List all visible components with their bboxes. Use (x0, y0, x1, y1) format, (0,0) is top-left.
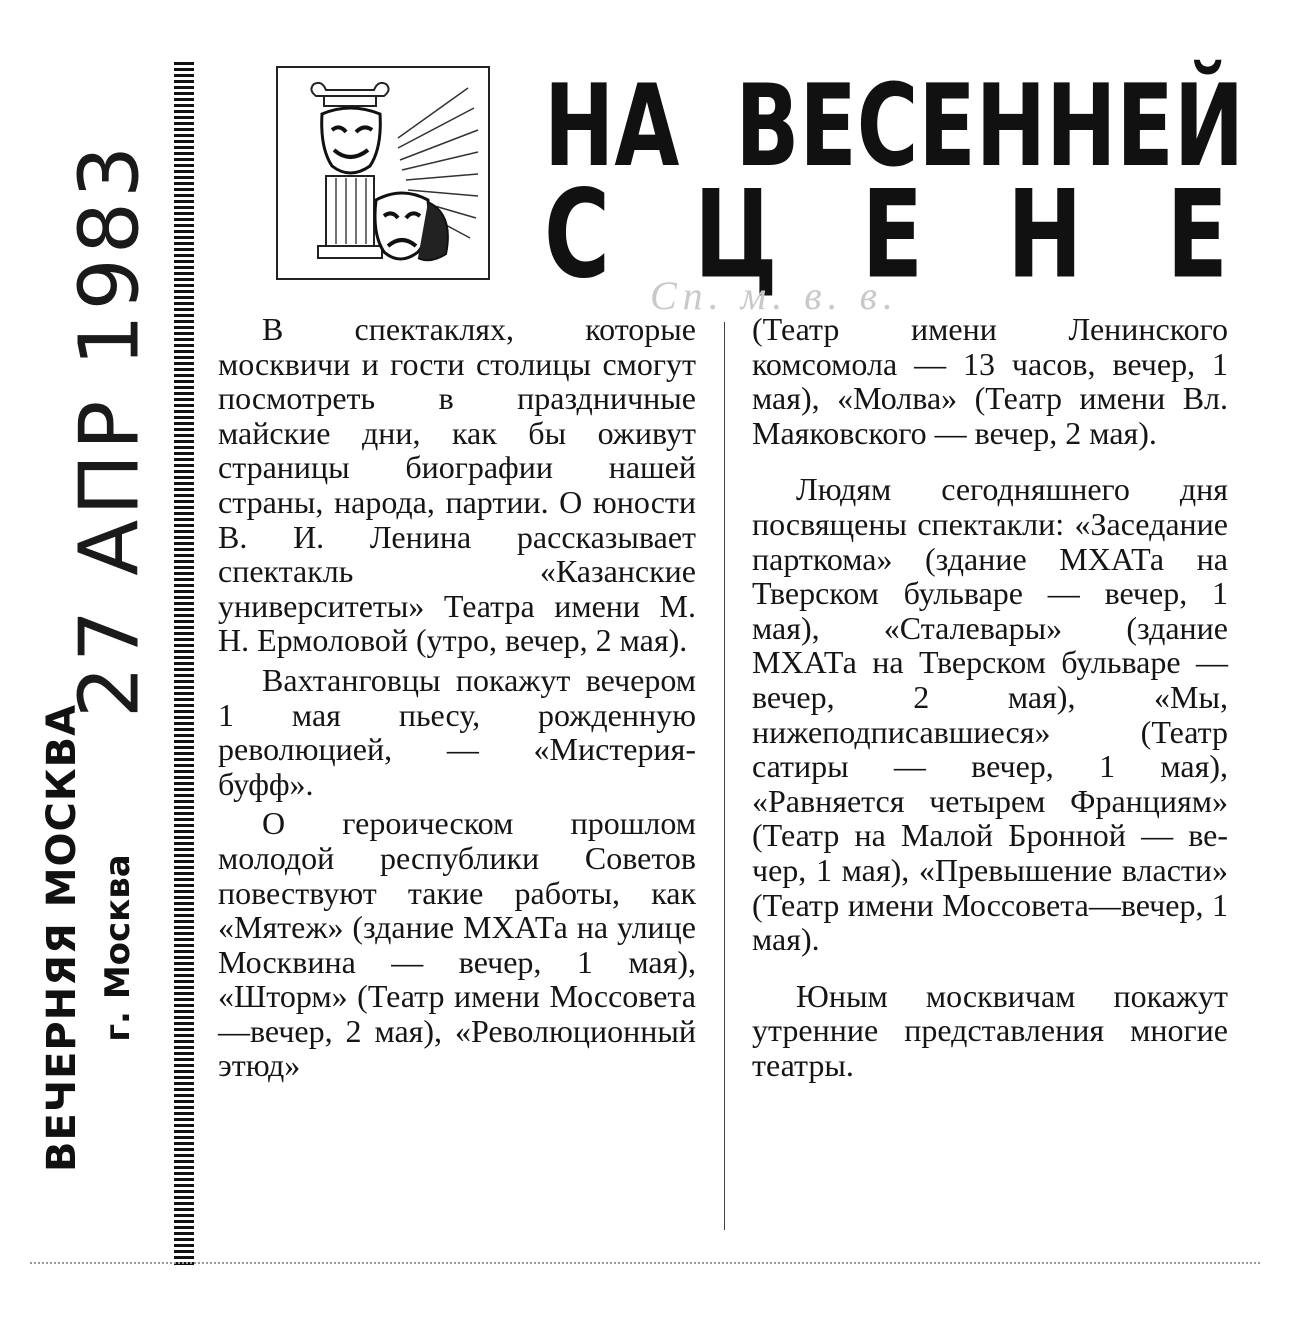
article-paragraph: (Театр имени Ленинского комсомола — 13 часов, вечер, 1 мая), «Молва» (Театр имени Вл. Маяковского — вечер, 2 мая). (752, 311, 1228, 451)
article-paragraph: В спектаклях, которые москвичи и гости столицы смогут посмотреть в праздничные майские дни, как бы оживут страницы биографии нашей страны, народа, партии. О юности В. И. Ленина рассказывает спектакль «Казанские университеты» Театра имени М. Н. Ермоловой (утро, вечер, 2 мая). (218, 311, 696, 659)
theatre-masks-icon (278, 68, 488, 278)
theatre-masks-illustration (276, 66, 490, 280)
handwritten-pencil-note: Сп. м. в. в. (650, 273, 899, 318)
headline-letter: С (856, 59, 919, 193)
stamp-city: г. Москва (98, 854, 138, 1042)
article-column-left (218, 312, 696, 1088)
perforated-strip (174, 62, 194, 1266)
headline-letter: Е (799, 59, 857, 193)
clipping-bottom-edge (30, 1262, 1260, 1265)
headline-letter: Ц (694, 164, 778, 307)
article-paragraph: О героическом прошлом молодой республики Советов повествуют такие работы, как «Мятеж» (здание МХАТа на улице Москвина — вечер, 1 мая), «Шторм» (Театр имени Моссовета—вечер, 2 мая), «Революционный этюд» (218, 805, 696, 1084)
headline-letter: Н (1007, 164, 1083, 307)
headline-letter: Н (1046, 59, 1117, 193)
headline-line-1 (544, 59, 1245, 193)
clipping-stamp (0, 0, 160, 1328)
headline-letter: Н (544, 59, 615, 193)
column-divider (724, 322, 725, 1230)
article-paragraph: Юным москвичам покажут утренние представления многие театры. (752, 977, 1228, 1083)
headline-letter: Й (1173, 59, 1245, 193)
headline-letter: Е (1116, 59, 1174, 193)
headline-letter: А (614, 59, 680, 193)
headline-letter: Н (975, 59, 1047, 193)
stamp-newspaper-name: ВЕЧЕРНЯЯ МОСКВА (39, 703, 85, 1173)
article-column-right (752, 312, 1228, 1087)
article-paragraph: Людям сегодняшнего дня посвящены спектакли: «Заседание парткома» (здание МХАТа на Тверском бульваре — вечер, 1 мая), «Сталевары» (здание МХАТа на Тверском бульваре — вечер, 2 мая), «Мы, нижеподписавшиеся» (Театр сатиры — вечер, 1 мая), «Равняется четырем Франциям» (Театр на Малой Бронной — вечер, 1 мая), «Превышение власти» (Театр имени Моссовета—вечер, 1 мая). (752, 471, 1228, 958)
headline-letter: Е (861, 164, 924, 307)
headline-letter: Е (1166, 164, 1228, 307)
article-paragraph: Вахтанговцы покажут вечером 1 мая пьесу, рожденную революцией, — «Мистерия-буфф». (218, 661, 696, 802)
headline-letter: С (544, 164, 611, 307)
headline-letter: В (735, 59, 800, 193)
stamp-date: 27 АПР 1983 (62, 141, 158, 719)
headline-letter: Е (918, 59, 976, 193)
